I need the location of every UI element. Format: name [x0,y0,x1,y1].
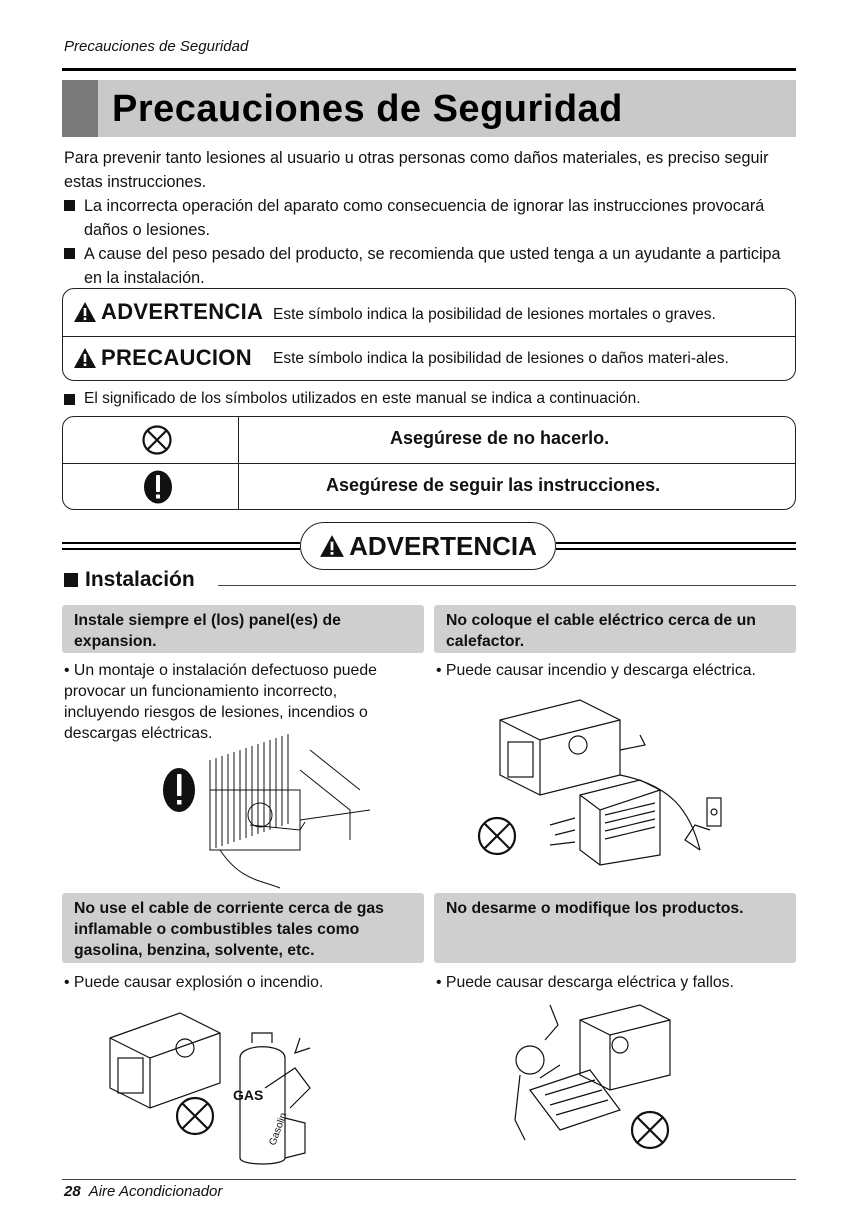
title-accent-block [62,80,98,137]
table-divider [62,463,796,464]
prohibited-text: Asegúrese de no hacerlo. [390,428,610,448]
banner-rule [556,548,796,550]
symbol-legend-box [62,288,796,381]
card-text: • Puede causar descarga eléctrica y fallos. [436,974,734,991]
page-number: 28 [64,1183,81,1200]
expansion-panel-illustration [150,730,390,890]
warning-row [73,299,263,325]
card-heading: Instale siempre el (los) panel(es) de expansion. [62,605,424,653]
gasoline-label: Gasolin [267,1111,290,1148]
banner-rule [62,542,300,544]
prohibited-icon [632,1112,668,1148]
symbol-divider [62,336,796,337]
warning-label: ADVERTENCIA [101,299,264,324]
page-footer [64,1183,222,1200]
card-heading: No desarme o modifique los productos. [434,893,796,963]
square-bullet-icon [64,200,75,211]
square-bullet-icon [64,573,78,587]
warning-description: Este símbolo indica la posibilidad de lesiones mortales o graves. [273,306,716,323]
header-rule [62,68,796,71]
card-heading: No use el cable de corriente cerca de gas inflamable o combustibles tales como gasolina, benzina, solvente, etc. [62,893,424,963]
prohibited-icon [479,818,515,854]
meaning-note-text: El significado de los símbolos utilizados en este manual se indica a continuación. [84,390,641,407]
intro-bullet-text: A cause del peso pesado del producto, se recomienda que usted tenga a un ayudante a participa en la instalación. [84,245,781,287]
caution-triangle-icon [73,347,97,369]
page-title: Precauciones de Seguridad [112,88,623,130]
meaning-note [64,390,853,408]
book-title: Aire Acondicionador [88,1183,223,1200]
mandatory-text: Asegúrese de seguir las instrucciones. [326,475,661,495]
running-header: Precauciones de Seguridad [64,38,249,55]
warning-triangle-icon [319,534,345,558]
warning-triangle-icon [73,301,97,323]
square-bullet-icon [64,394,75,405]
banner-rule [62,548,300,550]
card-text: • Puede causar explosión o incendio. [64,974,324,991]
warning-banner [300,522,556,570]
intro-bullet [64,242,799,290]
section-heading [64,568,195,592]
caution-description: Este símbolo indica la posibilidad de lesiones o daños materi-ales. [273,350,729,367]
card-heading: No coloque el cable eléctrico cerca de un calefactor. [434,605,796,653]
square-bullet-icon [64,248,75,259]
intro-bullet [64,194,799,242]
gas-label: GAS [233,1087,264,1103]
caution-row [73,345,252,371]
caution-label: PRECAUCION [101,345,252,370]
intro-block [64,146,799,290]
banner-label: ADVERTENCIA [349,530,537,561]
mandatory-icon [143,470,173,504]
intro-bullet-text: La incorrecta operación del aparato como consecuencia de ignorar las instrucciones provocará daños o lesiones. [84,197,765,239]
card-text: • Un montaje o instalación defectuoso puede provocar un funcionamiento incorrecto, incluyendo riesgos de lesiones, incendios o descargas eléctricas. [64,662,377,742]
card-text: • Puede causar incendio y descarga eléctrica. [436,662,756,679]
banner-rule [556,542,796,544]
section-rule [218,585,796,586]
intro-paragraph: Para prevenir tanto lesiones al usuario u otras personas como daños materiales, es preciso seguir estas instrucciones. [64,149,769,191]
gas-cylinder-illustration [100,998,330,1168]
disassembly-illustration [490,1000,690,1160]
footer-rule [62,1179,796,1180]
heater-cable-illustration [470,690,740,880]
prohibited-icon [177,1098,213,1134]
prohibited-icon [141,424,173,456]
section-title: Instalación [85,568,195,591]
